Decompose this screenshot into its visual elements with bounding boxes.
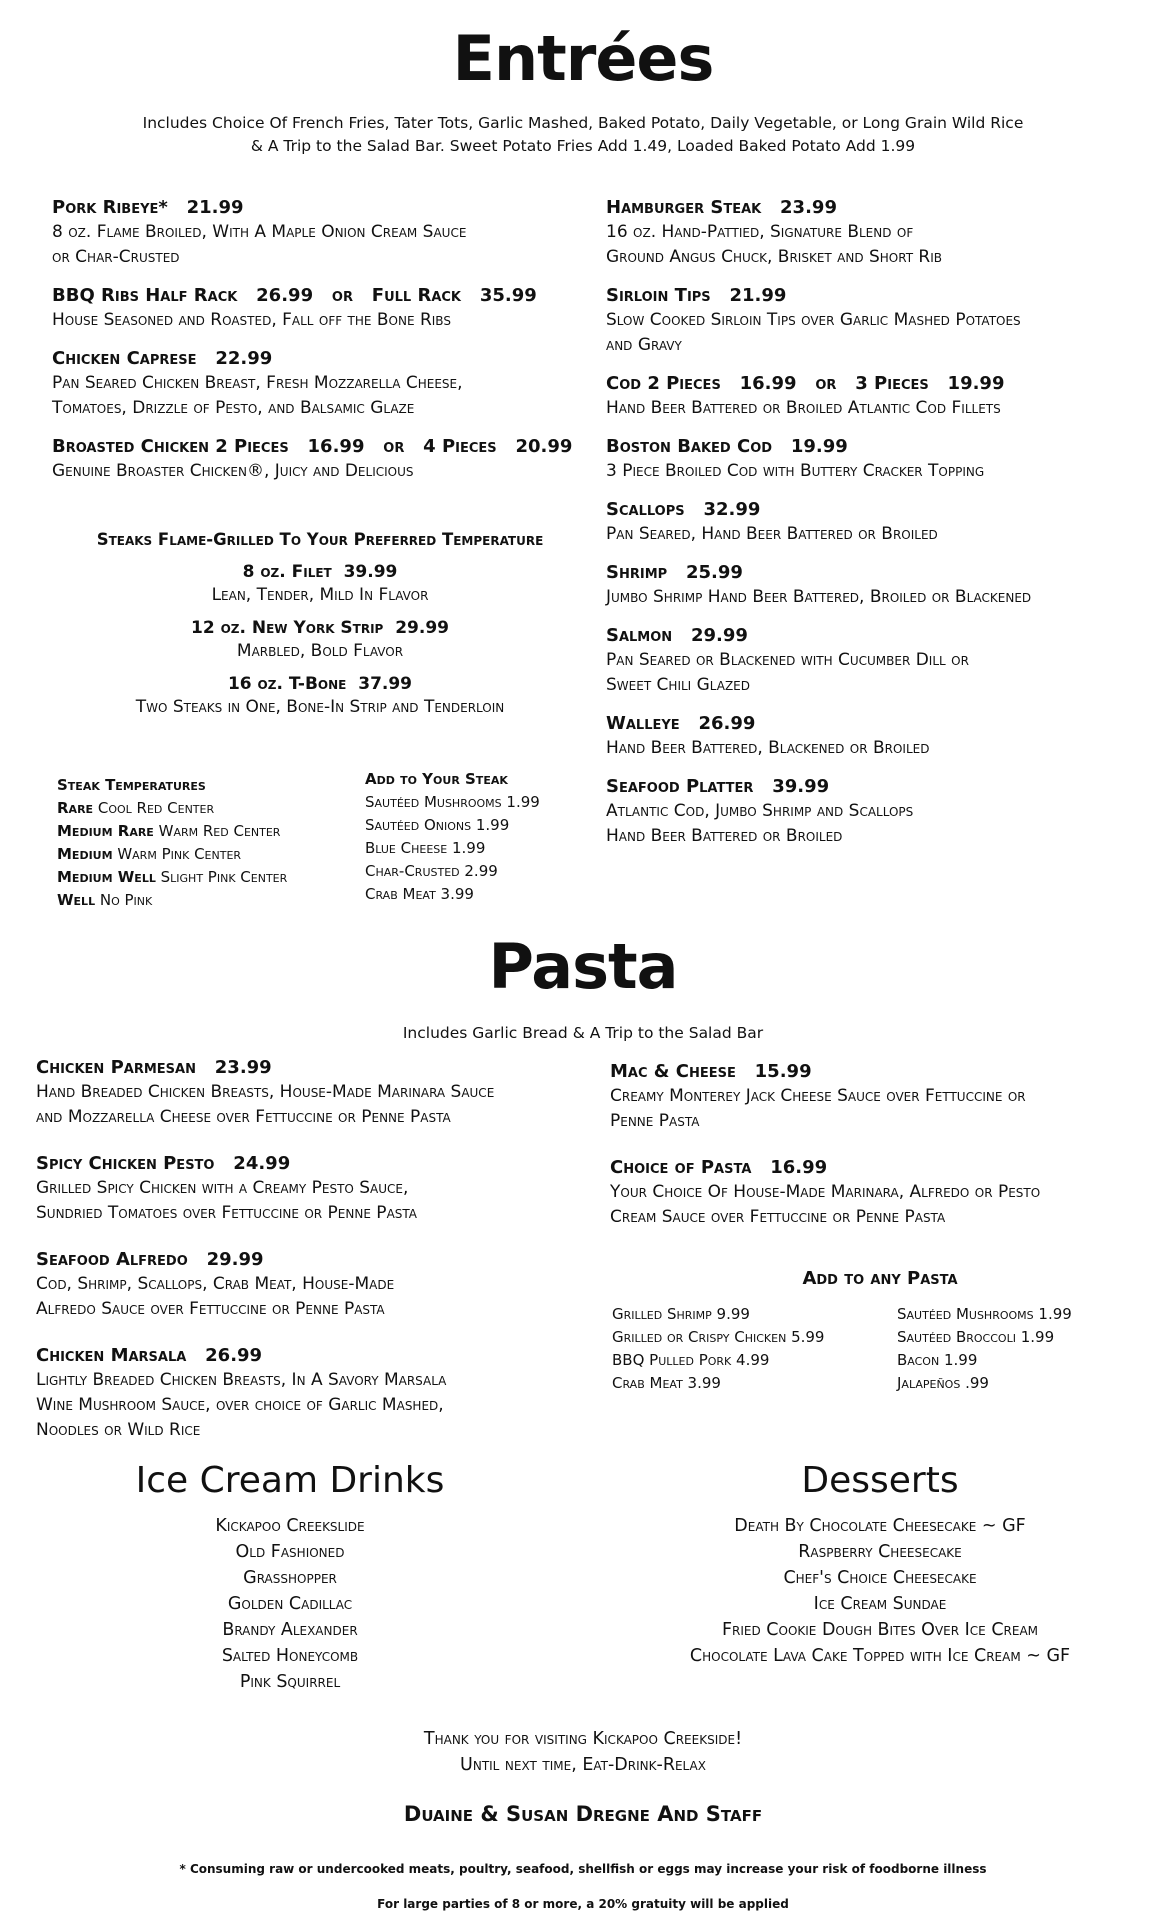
steak-price: 29.99 [395,618,449,638]
temperature-name: Well [57,891,96,909]
menu-item-description: House Seasoned and Roasted, Fall off the Bone Ribs [52,310,451,330]
menu-item-description: Atlantic Cod, Jumbo Shrimp and Scallops [606,801,914,821]
menu-item [606,561,1146,610]
temperature-row [57,889,357,912]
menu-item-price: 23.99 [214,1057,272,1078]
menu-item-header [610,1060,1150,1084]
menu-item-or: or [815,373,837,394]
menu-item-price-alt: 20.99 [515,436,573,457]
menu-item-header [52,435,592,459]
menu-item-name: Chicken Parmesan [36,1057,196,1078]
disclaimer: * Consuming raw or undercooked meats, poultry, seafood, shellfish or eggs may increase your risk of foodborne illness [179,1862,987,1876]
menu-item-description: Penne Pasta [610,1111,700,1131]
temperature-name: Medium Well [57,868,156,886]
menu-item-header [606,775,1146,799]
menu-item-header [36,1248,606,1272]
menu-item [36,1056,606,1130]
menu-item-description: Wine Mushroom Sauce, over choice of Garlic Mashed, [36,1395,444,1415]
menu-item-description: Tomatoes, Drizzle of Pesto, and Balsamic Glaze [52,398,415,418]
menu-item [36,1344,606,1443]
menu-item-name: Cod 2 Pieces [606,373,721,394]
menu-item-header [52,347,592,371]
menu-item-description: Grilled Spicy Chicken with a Creamy Pesto Sauce, [36,1178,409,1198]
temperature-row [57,866,357,889]
steak-item [40,617,600,663]
menu-item-description: 3 Piece Broiled Cod with Buttery Cracker Topping [606,461,985,481]
menu-item-description: 16 oz. Hand-Pattied, Signature Blend of [606,222,914,242]
menu-item-price: 16.99 [739,373,797,394]
menu-item-description: Cod, Shrimp, Scallops, Crab Meat, House-Made [36,1274,395,1294]
menu-item-description: Sweet Chili Glazed [606,675,751,695]
dessert-item: Chef's Choice Cheesecake [783,1568,977,1588]
menu-item-name: Chicken Marsala [36,1345,187,1366]
menu-item-description: Jumbo Shrimp Hand Beer Battered, Broiled or Blackened [606,587,1032,607]
menu-item [52,284,592,333]
steak-addon: Sautéed Mushrooms 1.99 [365,793,540,811]
menu-item-header [610,1156,1150,1180]
menu-item-header [52,196,592,220]
steak-addon: Char-Crusted 2.99 [365,862,498,880]
menu-item-name: Boston Baked Cod [606,436,773,457]
temperature-name: Rare [57,799,94,817]
menu-item-name: Choice of Pasta [610,1157,752,1178]
pasta-addon: Sautéed Broccoli 1.99 [897,1328,1055,1346]
menu-item [36,1152,606,1226]
menu-item-header [52,284,592,308]
menu-item-name-alt: Full Rack [371,285,462,306]
menu-item-header [36,1152,606,1176]
menu-item-name: BBQ Ribs Half Rack [52,285,238,306]
pasta-addons-left [612,1303,882,1395]
pasta-addons-right [897,1303,1157,1395]
closing-line2: Until next time, Eat-Drink-Relax [460,1755,706,1775]
closing-message [0,1726,1166,1778]
steak-addons [365,768,605,906]
steak-price: 37.99 [358,674,413,694]
menu-item [36,1248,606,1322]
menu-item-description: Sundried Tomatoes over Fettuccine or Penne Pasta [36,1203,417,1223]
temperature-description: Warm Red Center [158,822,281,840]
pasta-left-column [36,1056,606,1465]
steak-name: 8 oz. Filet [242,562,332,582]
menu-item-description: 8 oz. Flame Broiled, With A Maple Onion Cream Sauce [52,222,467,242]
temperature-row [57,820,357,843]
menu-item [52,196,592,270]
menu-item-price: 26.99 [256,285,314,306]
pasta-addon: BBQ Pulled Pork 4.99 [612,1351,770,1369]
menu-item-price: 29.99 [691,625,748,646]
menu-item [610,1060,1150,1134]
menu-item-name: Seafood Platter [606,776,754,797]
menu-item [606,498,1146,547]
steak-addons-title: Add to Your Steak [365,770,508,788]
temperature-description: Cool Red Center [97,799,215,817]
menu-item-description: Hand Breaded Chicken Breasts, House-Made Marinara Sauce [36,1082,495,1102]
menu-item-or: or [383,436,405,457]
menu-item-description: Genuine Broaster Chicken®, Juicy and Delicious [52,461,414,481]
pasta-addon: Grilled or Crispy Chicken 5.99 [612,1328,825,1346]
menu-item-price-alt: 35.99 [479,285,537,306]
pasta-subtitle: Includes Garlic Bread & A Trip to the Salad Bar [402,1024,764,1042]
menu-item [606,284,1146,358]
menu-item-name: Seafood Alfredo [36,1249,188,1270]
menu-item-description: Hand Beer Battered, Blackened or Broiled [606,738,930,758]
menu-item-or: or [331,285,353,306]
menu-item [606,775,1146,849]
menu-item-price: 16.99 [770,1157,828,1178]
steak-item [40,561,600,607]
menu-item-price: 15.99 [754,1061,812,1082]
pasta-title: Pasta [488,930,678,1003]
entrees-subtitle [0,112,1166,158]
steak-item [40,673,600,719]
menu-item-description: and Mozzarella Cheese over Fettuccine or Penne Pasta [36,1107,451,1127]
menu-item-price: 24.99 [233,1153,291,1174]
menu-item-description: or Char-Crusted [52,247,180,267]
menu-item [52,347,592,421]
menu-item-description: and Gravy [606,335,682,355]
menu-item [610,1156,1150,1230]
steak-header [40,561,600,584]
steak-temperatures [57,774,357,912]
menu-item-name: Scallops [606,499,685,520]
signature: Duaine & Susan Dregne And Staff [403,1802,763,1826]
menu-item-price: 32.99 [703,499,761,520]
ice-cream-item: Brandy Alexander [222,1620,358,1640]
steak-name: 16 oz. T-Bone [227,674,347,694]
steaks-section [40,530,600,729]
menu-item-header [36,1056,606,1080]
menu-item-header [36,1344,606,1368]
temperature-name: Medium Rare [57,822,154,840]
steak-header [40,673,600,696]
menu-item-header [606,624,1146,648]
entrees-title: Entrées [452,22,714,95]
menu-item-price: 19.99 [790,436,848,457]
menu-item-header [606,435,1146,459]
desserts-title: Desserts [801,1460,959,1501]
menu-item-header [606,196,1146,220]
menu-item-description: Your Choice Of House-Made Marinara, Alfredo or Pesto [610,1182,1041,1202]
menu-item-name: Walleye [606,713,680,734]
menu-item-name-alt: 4 Pieces [423,436,497,457]
temperature-description: Slight Pink Center [160,868,288,886]
menu-item-price: 21.99 [729,285,787,306]
steak-name: 12 oz. New York Strip [191,618,384,638]
menu-item-header [606,561,1146,585]
temperature-row [57,843,357,866]
pasta-addon: Bacon 1.99 [897,1351,978,1369]
menu-item [606,624,1146,698]
menu-item [606,712,1146,761]
menu-item-header [606,284,1146,308]
dessert-item: Death By Chocolate Cheesecake ~ GF [734,1516,1026,1536]
menu-item-description: Slow Cooked Sirloin Tips over Garlic Mashed Potatoes [606,310,1021,330]
entrees-right-column [606,196,1146,863]
ice-cream-section [90,1460,490,1695]
menu-item-header [606,712,1146,736]
pasta-addons-title: Add to any Pasta [802,1268,958,1289]
steaks-heading: Steaks Flame-Grilled To Your Preferred Temperature [96,530,544,549]
menu-item-price: 22.99 [215,348,273,369]
gratuity-note: For large parties of 8 or more, a 20% gratuity will be applied [377,1897,789,1911]
menu-item-name: Shrimp [606,562,668,583]
steak-addon: Sautéed Onions 1.99 [365,816,510,834]
ice-cream-title: Ice Cream Drinks [135,1460,445,1501]
menu-item-price: 39.99 [772,776,830,797]
menu-item-description: Ground Angus Chuck, Brisket and Short Rib [606,247,943,267]
menu-item-name: Spicy Chicken Pesto [36,1153,215,1174]
menu-item-description: Creamy Monterey Jack Cheese Sauce over Fettuccine or [610,1086,1026,1106]
menu-item [606,435,1146,484]
menu-item-header [606,498,1146,522]
pasta-addon: Sautéed Mushrooms 1.99 [897,1305,1072,1323]
menu-item-description: Hand Beer Battered or Broiled Atlantic Cod Fillets [606,398,1001,418]
menu-item-description: Pan Seared Chicken Breast, Fresh Mozzarella Cheese, [52,373,463,393]
menu-item-description: Alfredo Sauce over Fettuccine or Penne Pasta [36,1299,385,1319]
menu-item-name: Salmon [606,625,673,646]
menu-item-description: Noodles or Wild Rice [36,1420,201,1440]
ice-cream-item: Kickapoo Creekslide [215,1516,365,1536]
menu-item-description: Pan Seared, Hand Beer Battered or Broiled [606,524,938,544]
menu-item-price: 26.99 [698,713,756,734]
menu-item-name: Mac & Cheese [610,1061,736,1082]
entrees-left-column [52,196,592,498]
steak-addon: Blue Cheese 1.99 [365,839,486,857]
menu-item-description: Pan Seared or Blackened with Cucumber Dill or [606,650,969,670]
menu-item-price-alt: 19.99 [947,373,1005,394]
menu-item-name: Broasted Chicken 2 Pieces [52,436,289,457]
ice-cream-item: Golden Cadillac [227,1594,353,1614]
ice-cream-item: Salted Honeycomb [221,1646,359,1666]
ice-cream-item: Old Fashioned [235,1542,345,1562]
dessert-item: Fried Cookie Dough Bites Over Ice Cream [721,1620,1039,1640]
entrees-subtitle-line1: Includes Choice Of French Fries, Tater Tots, Garlic Mashed, Baked Potato, Daily Vegetable, or Long Grain Wild Rice [142,114,1024,132]
menu-item-price: 29.99 [206,1249,264,1270]
pasta-addon: Jalapeños .99 [897,1374,989,1392]
menu-item-name: Chicken Caprese [52,348,197,369]
menu-item [606,372,1146,421]
menu-item [606,196,1146,270]
dessert-item: Raspberry Cheesecake [798,1542,962,1562]
menu-item-name: Sirloin Tips [606,285,711,306]
menu-item-price: 26.99 [205,1345,263,1366]
menu-item [52,435,592,484]
steak-description: Two Steaks in One, Bone-In Strip and Tenderloin [135,697,505,717]
menu-item-name: Pork Ribeye* [52,197,168,218]
steak-temperatures-title: Steak Temperatures [57,776,206,794]
menu-item-header [606,372,1146,396]
steak-price: 39.99 [343,562,398,582]
menu-item-price: 23.99 [780,197,837,218]
steak-addon: Crab Meat 3.99 [365,885,474,903]
pasta-right-column [610,1060,1150,1252]
menu-item-name: Hamburger Steak [606,197,762,218]
pasta-addon: Grilled Shrimp 9.99 [612,1305,750,1323]
temperature-description: No Pink [99,891,153,909]
temperature-description: Warm Pink Center [117,845,242,863]
dessert-item: Ice Cream Sundae [813,1594,947,1614]
menu-item-description: Hand Beer Battered or Broiled [606,826,843,846]
ice-cream-item: Pink Squirrel [239,1672,341,1692]
steak-description: Marbled, Bold Flavor [236,641,404,661]
menu-item-description: Cream Sauce over Fettuccine or Penne Pasta [610,1207,946,1227]
temperature-name: Medium [57,845,113,863]
steak-header [40,617,600,640]
steak-description: Lean, Tender, Mild In Flavor [211,585,429,605]
entrees-subtitle-line2: & A Trip to the Salad Bar. Sweet Potato Fries Add 1.49, Loaded Baked Potato Add 1.99 [250,137,916,155]
dessert-item: Chocolate Lava Cake Topped with Ice Cream ~ GF [689,1646,1071,1666]
menu-item-price: 21.99 [186,197,244,218]
menu-item-price: 25.99 [685,562,743,583]
menu-item-name-alt: 3 Pieces [855,373,929,394]
desserts-section [620,1460,1140,1669]
temperature-row [57,797,357,820]
pasta-addons-heading [610,1268,1150,1289]
closing-line1: Thank you for visiting Kickapoo Creekside! [423,1729,743,1749]
ice-cream-item: Grasshopper [243,1568,337,1588]
menu-item-description: Lightly Breaded Chicken Breasts, In A Savory Marsala [36,1370,447,1390]
pasta-addon: Crab Meat 3.99 [612,1374,721,1392]
menu-item-price: 16.99 [307,436,365,457]
